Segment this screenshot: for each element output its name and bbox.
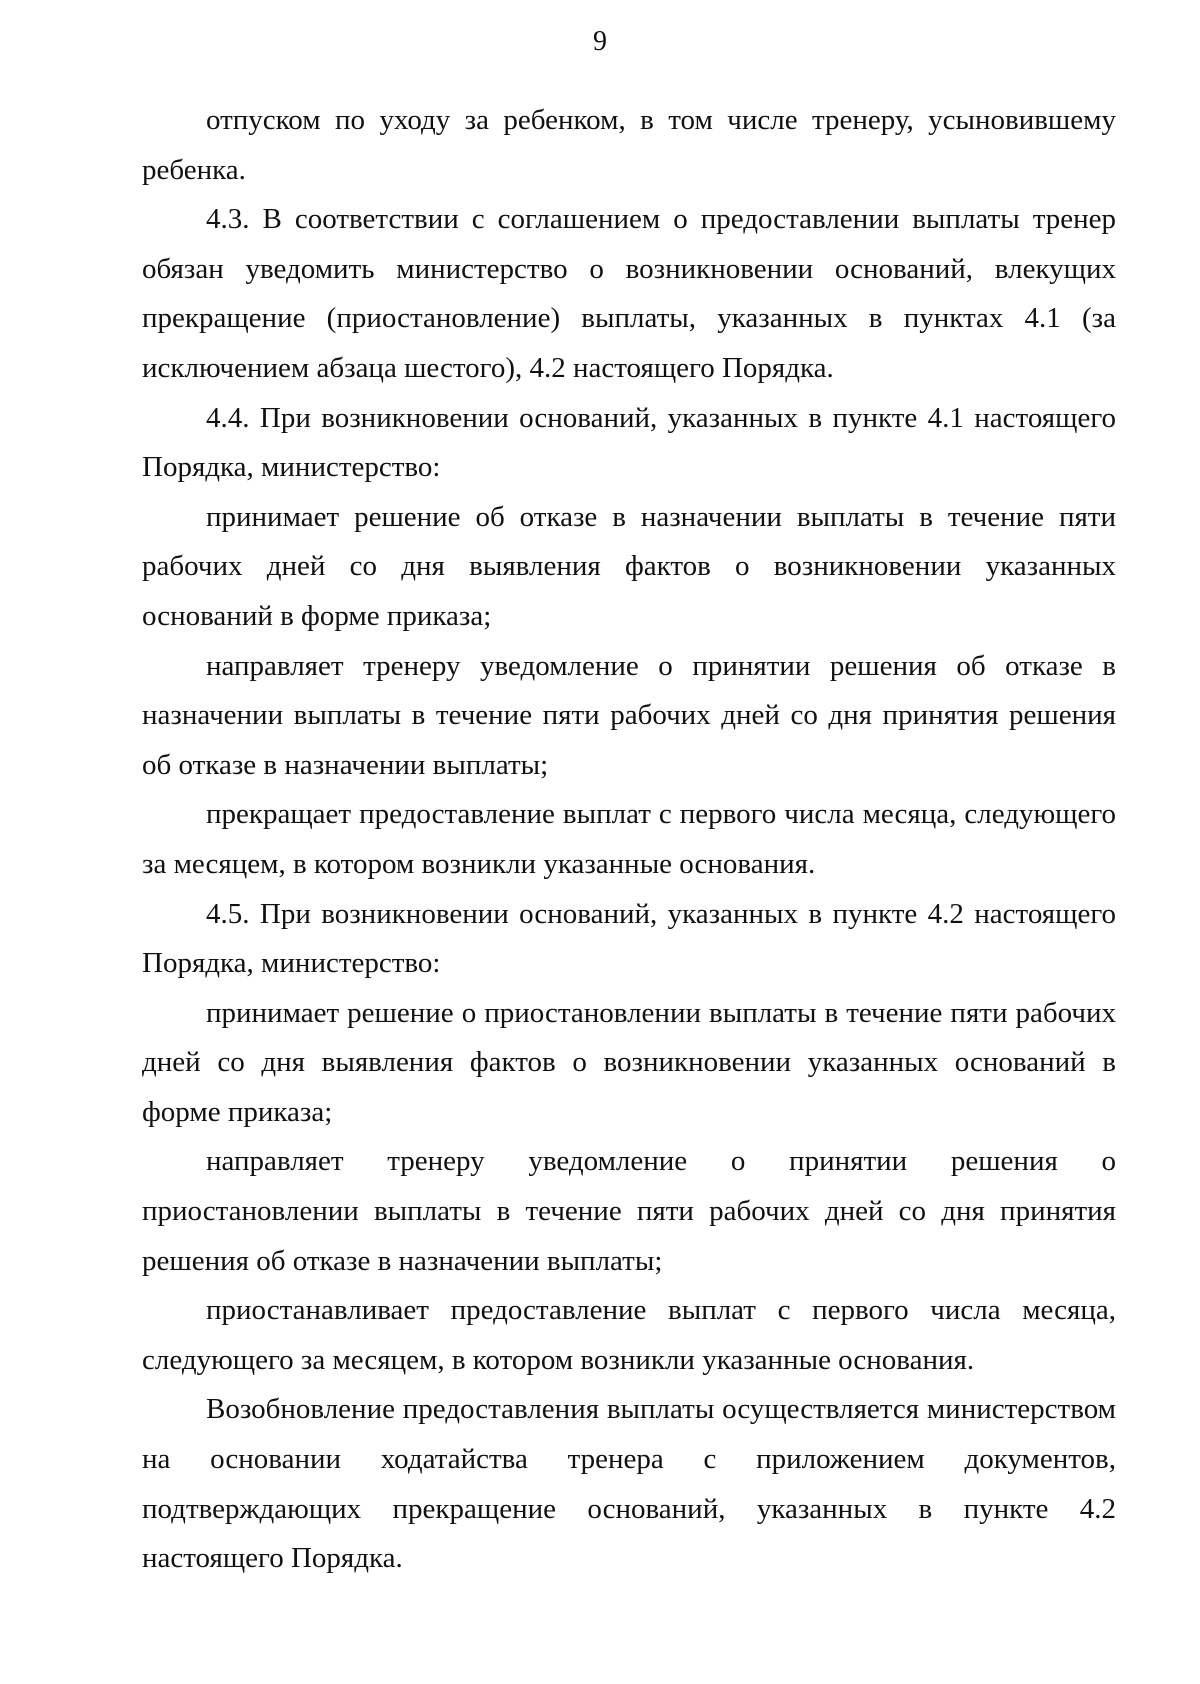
page-number: 9 [593, 26, 607, 57]
paragraph-4-5: 4.5. При возникновении оснований, указанных в пункте 4.2 настоящего Порядка, министерство: [142, 897, 1116, 980]
paragraph-4-4: 4.4. При возникновении оснований, указанных в пункте 4.1 настоящего Порядка, министерство: [142, 401, 1116, 484]
paragraph-4-5-item-1: принимает решение о приостановлении выплаты в течение пяти рабочих дней со дня выявления фактов о возникновении указанных оснований в форме приказа; [142, 996, 1116, 1128]
paragraph-4-4-item-2: направляет тренеру уведомление о принятии решения об отказе в назначении выплаты в течение пяти рабочих дней со дня принятия решения об отказе в назначении выплаты; [142, 649, 1116, 781]
paragraph-4-3: 4.3. В соответствии с соглашением о предоставлении выплаты тренер обязан уведомить министерство о возникновении оснований, влекущих прекращение (приостановление) выплаты, указанных в пунктах 4.1 (за исключением абзаца шестого), 4.2 настоящего Порядка. [142, 203, 1116, 384]
paragraph-4-4-item-1: принимает решение об отказе в назначении выплаты в течение пяти рабочих дней со дня выявления фактов о возникновении указанных оснований в форме приказа; [142, 500, 1116, 632]
paragraph-continuation: отпуском по уходу за ребенком, в том числе тренеру, усыновившему ребенка. [142, 104, 1116, 186]
paragraph-resumption: Возобновление предоставления выплаты осуществляется министерством на основании ходатайства тренера с приложением документов, подтверждающих прекращение оснований, указанных в пункте 4.2 настоящего Порядка. [142, 1393, 1116, 1575]
paragraph-4-5-item-3: приостанавливает предоставление выплат с первого числа месяца, следующего за месяцем, в котором возникли указанные основания. [142, 1294, 1116, 1376]
document-body [142, 96, 1116, 1584]
paragraph-4-4-item-3: прекращает предоставление выплат с первого числа месяца, следующего за месяцем, в котором возникли указанные основания. [142, 798, 1116, 880]
paragraph-4-5-item-2: направляет тренеру уведомление о принятии решения о приостановлении выплаты в течение пяти рабочих дней со дня принятия решения об отказе в назначении выплаты; [142, 1145, 1116, 1277]
